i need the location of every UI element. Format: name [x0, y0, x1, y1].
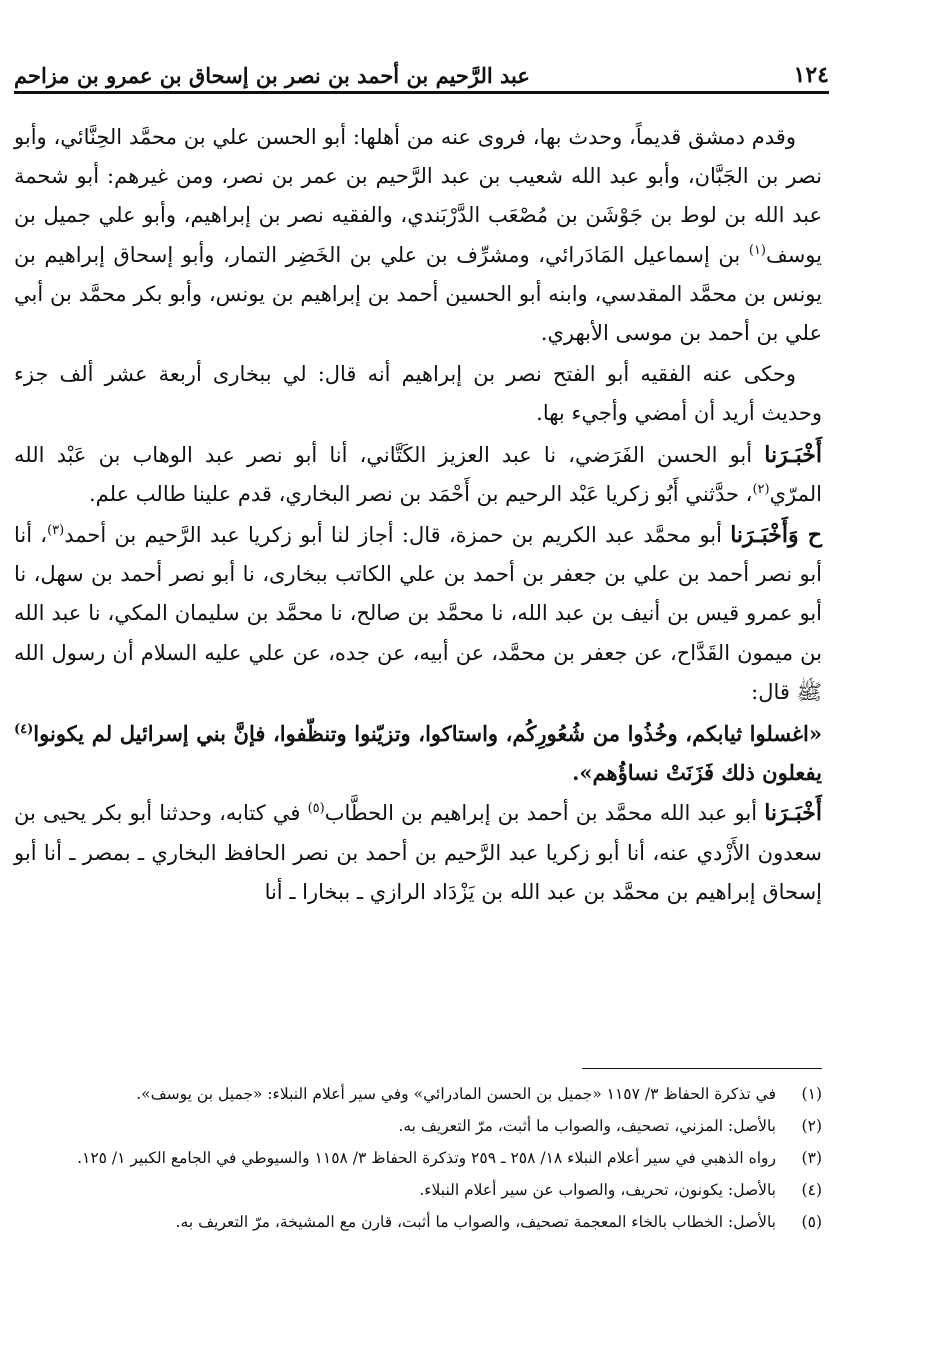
main-text — [14, 118, 822, 914]
paragraph-isnad-1: أَخْبَـرَنا أبو الحسن الفَرَضي، نا عبد العزيز الكَتَّاني، أنا أبو نصر عبد الوهاب بن عَبْد الله المرّي$^{(٢)}$، حدَّثني أَبُو زكريا عَبْد الرحيم بن أَحْمَد بن نصر البخاري، قدم علينا طالب علم. — [14, 441, 822, 506]
paragraph-quote: وحكى عنه الفقيه أبو الفتح نصر بن إبراهيم أنه قال: لي ببخارى أربعة عشر ألف جزء وحديث أريد أن أمضي وأجيء بها. — [14, 362, 822, 426]
footnotes — [14, 1080, 822, 1240]
footnote: (٣) رواه الذهبي في سير أعلام النبلاء ١٨/ ٢٥٨ ـ ٢٥٩ وتذكرة الحفاظ ٣/ ١١٥٨ والسيوطي في الجامع الكبير ١/ ١٢٥. — [77, 1149, 822, 1167]
footnote-rule — [582, 1068, 822, 1069]
paragraph-hadith: «اغسلوا ثيابكم، وخُذُوا من شُعُورِكُم، واستاكوا، وتزيّنوا وتنظّفوا، فإنَّ بني إسرائيل لم يكونوا$^{(٤)}$ يفعلون ذلك فَزَنَتْ نساؤُهم». — [14, 721, 822, 786]
footnote: (١) في تذكرة الحفاظ ٣/ ١١٥٧ «جميل بن الحسن المادرائي» وفي سير أعلام النبلاء: «جميل بن يوسف». — [136, 1085, 822, 1103]
footnote-ref: (٥) — [307, 801, 325, 817]
footnote: (٤) بالأصل: يكونون، تحريف، والصواب عن سير أعلام النبلاء. — [419, 1181, 822, 1199]
paragraph-isnad-2: ح وَأَخْبَـرَنا أبو محمَّد عبد الكريم بن حمزة، قال: أجاز لنا أبو زكريا عبد الرَّحيم بن أحمد$^{(٣)}$، أنا أبو نصر أحمد بن علي بن جعفر بن أحمد بن علي الكاتب ببخارى، نا أبو نصر أحمد بن سهل، نا أبو عمرو قيس بن أنيف بن عبد الله، نا محمَّد بن صالح، نا محمَّد بن سليمان المكي، نا عبد الله بن ميمون القَدَّاح، عن جعفر بن محمَّد، عن أبيه، عن جده، عن علي عليه السلام أن رسول الله ﷺ قال: — [14, 522, 823, 704]
footnote-ref: (١) — [748, 242, 766, 258]
footnote: (٢) بالأصل: المزني، تصحيف، والصواب ما أثبت، مرّ التعريف به. — [398, 1117, 822, 1135]
footnote: (٥) بالأصل: الخطاب بالخاء المعجمة تصحيف، والصواب ما أثبت، قارن مع المشيخة، مرّ التعريف به. — [175, 1213, 822, 1231]
running-title: عبد الرَّحيم بن أحمد بن نصر بن إسحاق بن عمرو بن مزاحم — [14, 63, 530, 88]
paragraph-isnad-3: أَخْبَـرَنا أبو عبد الله محمَّد بن أحمد بن إبراهيم بن الحطَّاب$^{(٥)}$ في كتابه، وحدثنا أبو بكر يحيى بن سعدون الأَزْدي عنه، أنا أبو زكريا عبد الرَّحيم بن أحمد بن نصر الحافظ البخاري ـ بمصر ـ أنا أبو إسحاق إبراهيم بن محمَّد بن عبد الله بن يَزْدَاد الرازي ـ ببخارا ـ أنا — [14, 800, 822, 904]
footnote-ref: (٢) — [752, 481, 770, 497]
footnote-ref: (٣) — [47, 523, 65, 539]
footnote-ref: (٤) — [14, 722, 34, 738]
page-header — [14, 48, 829, 88]
paragraph-narrators: وقدم دمشق قديماً، وحدث بها، فروى عنه من أهلها: أبو الحسن علي بن محمَّد الحِنَّائي، وأبو نصر بن الجَبَّان، وأبو عبد الله شعيب بن عبد الرَّحيم بن عمر بن نصر، ومن غيرهم: أبو شحمة عبد الله بن لوط بن جَوْشَن بن مُصْعَب الدَّرْبَندي، والفقيه نصر بن إبراهيم، وأبو علي جميل بن يوسف$^{(١)}$ بن إسماعيل المَادَرائي، ومشرِّف بن علي بن الخَضِر التمار، وأبو إسحاق إبراهيم بن يونس بن محمَّد المقدسي، وابنه أبو الحسين أحمد بن إبراهيم بن يونس، وأبو بكر محمَّد بن أبي علي بن أحمد بن موسى الأبهري. — [14, 125, 822, 346]
page-number: ١٢٤ — [793, 62, 829, 88]
header-rule — [14, 91, 829, 94]
